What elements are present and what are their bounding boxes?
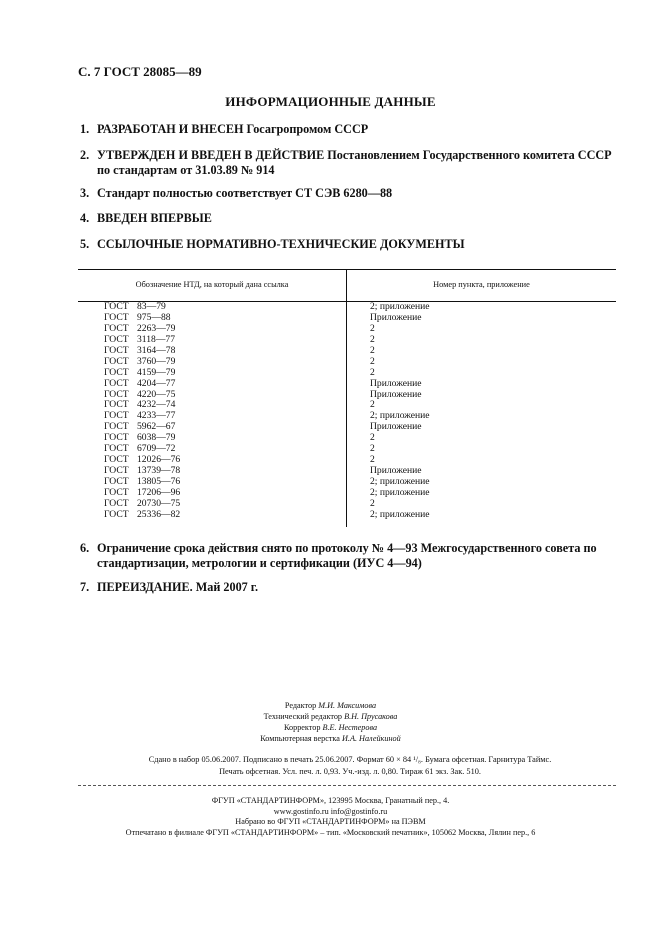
- pubinfo-line-2: Печать офсетная. Усл. печ. л. 0,93. Уч.-изд. л. 0,80. Тираж 61 экз. Зак. 510.: [219, 767, 481, 776]
- colophon: [0, 700, 661, 744]
- table-row: [78, 368, 616, 379]
- row-gost-label: ГОСТ: [104, 497, 129, 509]
- table-header-clause: Номер пункта, приложение: [433, 280, 530, 289]
- colophon-layout: [0, 733, 661, 744]
- publication-info: [70, 754, 630, 778]
- row-gost-label: ГОСТ: [104, 454, 129, 466]
- row-clause-ref: 2; приложение: [370, 508, 430, 520]
- row-gost-label: ГОСТ: [104, 443, 129, 455]
- row-gost-label: ГОСТ: [104, 301, 129, 312]
- table-top-rule: [78, 269, 616, 270]
- row-gost-label: ГОСТ: [104, 377, 129, 389]
- row-clause-ref: 2: [370, 497, 375, 509]
- row-gost-label: ГОСТ: [104, 333, 129, 345]
- row-gost-code: 20730—75: [137, 497, 181, 509]
- row-gost-code: 13805—76: [137, 476, 181, 487]
- row-clause-ref: 2: [370, 366, 375, 378]
- item-number: 5.: [80, 237, 90, 251]
- table-row: [78, 357, 616, 368]
- row-gost-code: 83—79: [137, 301, 166, 312]
- item-text: Ограничение срока действия снято по протоколу № 4—93 Межгосударственного совета по стандартизации, метрологии и сертификации (ИУС 4—94): [97, 541, 597, 570]
- row-gost-label: ГОСТ: [104, 344, 129, 356]
- item-text: ВВЕДЕН ВПЕРВЫЕ: [97, 211, 212, 225]
- layout-label: Компьютерная верстка: [260, 734, 340, 743]
- row-gost-code: 3164—78: [137, 344, 176, 356]
- corrector-name: В.Е. Нестерова: [322, 723, 378, 732]
- item-number: 7.: [80, 580, 90, 594]
- item-number: 2.: [80, 148, 90, 162]
- row-clause-ref: Приложение: [370, 311, 422, 323]
- info-item-2: [80, 148, 620, 178]
- pubinfo-line-1: Сдано в набор 05.06.2007. Подписано в печать 25.06.2007. Формат 60 × 84 ¹/₈. Бумага офсетная. Гарнитура Таймс.: [148, 755, 552, 764]
- row-gost-code: 2263—79: [137, 322, 176, 334]
- tech-editor-name: В.Н. Прусакова: [344, 712, 398, 721]
- colophon-editor: [0, 700, 661, 711]
- table-header-designation: Обозначение НТД, на который дана ссылка: [135, 280, 289, 289]
- row-gost-label: ГОСТ: [104, 486, 129, 498]
- item-text: УТВЕРЖДЕН И ВВЕДЕН В ДЕЙСТВИЕ Постановлением Государственного комитета СССР по стандартам от 31.03.89 № 914: [97, 148, 612, 177]
- row-gost-code: 5962—67: [137, 421, 176, 433]
- layout-name: И.А. Налейкиной: [341, 734, 401, 743]
- row-clause-ref: 2; приложение: [370, 486, 430, 498]
- row-gost-label: ГОСТ: [104, 476, 129, 487]
- page-header: С. 7 ГОСТ 28085—89: [78, 64, 202, 79]
- editor-label: Редактор: [284, 701, 317, 710]
- corrector-label: Корректор: [283, 723, 321, 732]
- info-item-5: [80, 237, 620, 252]
- info-item-7: [80, 580, 620, 595]
- row-clause-ref: Приложение: [370, 465, 422, 477]
- row-gost-code: 12026—76: [137, 454, 181, 466]
- row-gost-label: ГОСТ: [104, 410, 129, 422]
- info-item-3: [80, 186, 620, 201]
- row-clause-ref: 2: [370, 344, 375, 356]
- row-gost-code: 6709—72: [137, 443, 176, 455]
- row-clause-ref: 2: [370, 322, 375, 334]
- row-clause-ref: 2; приложение: [370, 410, 430, 422]
- publisher-footer: [0, 796, 661, 838]
- row-clause-ref: 2: [370, 454, 375, 466]
- footer-line-1: ФГУП «СТАНДАРТИНФОРМ», 123995 Москва, Гранатный пер., 4.: [211, 796, 450, 805]
- table-body: [78, 302, 616, 521]
- item-number: 1.: [80, 122, 90, 136]
- row-clause-ref: 2: [370, 443, 375, 455]
- row-gost-code: 4220—75: [137, 388, 176, 400]
- row-gost-label: ГОСТ: [104, 366, 129, 378]
- item-text: Стандарт полностью соответствует СТ СЭВ 6280—88: [97, 186, 393, 200]
- footer-line-4: Отпечатано в филиале ФГУП «СТАНДАРТИНФОРМ» – тип. «Московский печатник», 105062 Москва, Лялин пер., 6: [125, 827, 536, 837]
- item-text: ПЕРЕИЗДАНИЕ. Май 2007 г.: [97, 580, 259, 594]
- row-gost-code: 4159—79: [137, 366, 176, 378]
- info-item-6: [80, 541, 620, 571]
- row-gost-label: ГОСТ: [104, 399, 129, 411]
- row-clause-ref: Приложение: [370, 421, 422, 433]
- row-gost-code: 3760—79: [137, 355, 176, 367]
- row-gost-label: ГОСТ: [104, 421, 129, 433]
- item-number: 6.: [80, 541, 90, 555]
- info-item-4: [80, 211, 620, 226]
- footer-line-3: Набрано во ФГУП «СТАНДАРТИНФОРМ» на ПЭВМ: [235, 817, 426, 826]
- row-gost-label: ГОСТ: [104, 322, 129, 334]
- item-text: ССЫЛОЧНЫЕ НОРМАТИВНО-ТЕХНИЧЕСКИЕ ДОКУМЕНТЫ: [97, 237, 465, 251]
- section-title: ИНФОРМАЦИОННЫЕ ДАННЫЕ: [225, 94, 436, 109]
- row-gost-code: 13739—78: [137, 465, 181, 477]
- row-clause-ref: 2: [370, 432, 375, 444]
- row-clause-ref: Приложение: [370, 377, 422, 389]
- row-clause-ref: 2; приложение: [370, 301, 430, 312]
- row-gost-code: 4232—74: [137, 399, 176, 411]
- row-gost-code: 6038—79: [137, 432, 176, 444]
- row-gost-code: 975—88: [137, 311, 171, 323]
- table-row: [78, 510, 616, 521]
- row-gost-label: ГОСТ: [104, 508, 129, 520]
- references-table: [78, 269, 616, 527]
- row-gost-label: ГОСТ: [104, 388, 129, 400]
- row-clause-ref: 2: [370, 399, 375, 411]
- footer-line-2: www.gostinfo.ru info@gostinfo.ru: [273, 806, 388, 816]
- row-gost-code: 3118—77: [137, 333, 176, 345]
- row-clause-ref: 2: [370, 355, 375, 367]
- row-gost-label: ГОСТ: [104, 355, 129, 367]
- info-item-1: [80, 122, 620, 137]
- tech-editor-label: Технический редактор: [263, 712, 343, 721]
- row-gost-code: 4233—77: [137, 410, 176, 422]
- row-gost-code: 17206—96: [137, 486, 181, 498]
- item-number: 4.: [80, 211, 90, 225]
- row-gost-code: 4204—77: [137, 377, 176, 389]
- row-clause-ref: Приложение: [370, 388, 422, 400]
- colophon-tech-editor: [0, 711, 661, 722]
- colophon-corrector: [0, 722, 661, 733]
- table-row: [78, 379, 616, 390]
- editor-name: М.И. Максимова: [318, 701, 377, 710]
- dashed-divider: [78, 785, 616, 786]
- row-gost-code: 25336—82: [137, 508, 181, 520]
- row-gost-label: ГОСТ: [104, 465, 129, 477]
- row-gost-label: ГОСТ: [104, 432, 129, 444]
- row-clause-ref: 2; приложение: [370, 476, 430, 487]
- item-number: 3.: [80, 186, 90, 200]
- row-clause-ref: 2: [370, 333, 375, 345]
- item-text: РАЗРАБОТАН И ВНЕСЕН Госагропромом СССР: [97, 122, 369, 136]
- row-gost-label: ГОСТ: [104, 311, 129, 323]
